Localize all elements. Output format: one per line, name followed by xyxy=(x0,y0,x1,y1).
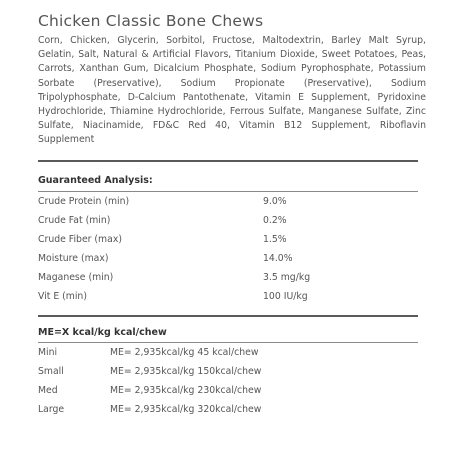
product-label xyxy=(38,12,426,419)
analysis-value: 100 IU/kg xyxy=(263,290,308,302)
energy-row-mini xyxy=(38,343,426,362)
energy-size: Large xyxy=(38,403,65,415)
analysis-label: Crude Fiber (max) xyxy=(38,233,122,245)
analysis-label: Moisture (max) xyxy=(38,252,109,264)
energy-table xyxy=(38,343,426,419)
section-divider xyxy=(38,315,418,317)
analysis-label: Maganese (min) xyxy=(38,271,114,283)
energy-size: Small xyxy=(38,365,64,377)
energy-size: Med xyxy=(38,384,58,396)
energy-row-med xyxy=(38,381,426,400)
analysis-label: Vit E (min) xyxy=(38,290,87,302)
energy-value: ME= 2,935kcal/kg 320kcal/chew xyxy=(110,403,262,415)
energy-row-small xyxy=(38,362,426,381)
analysis-value: 3.5 mg/kg xyxy=(263,271,311,283)
energy-row-large xyxy=(38,400,426,419)
energy-heading: ME=X kcal/kg kcal/chew xyxy=(38,326,167,338)
analysis-table xyxy=(38,192,426,306)
analysis-label: Crude Protein (min) xyxy=(38,195,130,207)
ingredients-text: Corn, Chicken, Glycerin, Sorbitol, Fructose, Maltodextrin, Barley Malt Syrup, Gelatin, Salt, Natural & Artificial Flavors, Titanium Dioxide, Sweet Potatoes, Peas, Carrots, Xanthan Gum, Dicalcium Phosphate, Sodium Pyrophosphate, Potassium Sorbate (Preservative), Sodium Propionate (Preservative), Sodium Tripolyphosphate, D-Calcium Pantothenate, Vitamin E Supplement, Pyridoxine Hydrochloride, Thiamine Hydrochloride, Ferrous Sulfate, Manganese Sulfate, Zinc Sulfate, Niacinamide, FD&C Red 40, Vitamin B12 Supplement, Riboflavin Supplement xyxy=(38,35,426,146)
analysis-heading: Guaranteed Analysis: xyxy=(38,174,153,186)
analysis-value: 0.2% xyxy=(263,214,287,226)
energy-size: Mini xyxy=(38,346,58,358)
analysis-row-fat xyxy=(38,211,426,230)
analysis-value: 14.0% xyxy=(263,252,293,264)
analysis-row-manganese xyxy=(38,268,426,287)
analysis-value: 1.5% xyxy=(263,233,287,245)
analysis-label: Crude Fat (min) xyxy=(38,214,111,226)
energy-value: ME= 2,935kcal/kg 230kcal/chew xyxy=(110,384,262,396)
analysis-row-vitamin-e xyxy=(38,287,426,306)
energy-value: ME= 2,935kcal/kg 150kcal/chew xyxy=(110,365,262,377)
section-divider xyxy=(38,160,418,162)
analysis-row-moisture xyxy=(38,249,426,268)
analysis-row-protein xyxy=(38,192,426,211)
analysis-row-fiber xyxy=(38,230,426,249)
product-title: Chicken Classic Bone Chews xyxy=(38,12,264,30)
energy-value: ME= 2,935kcal/kg 45 kcal/chew xyxy=(110,346,259,358)
analysis-value: 9.0% xyxy=(263,195,287,207)
